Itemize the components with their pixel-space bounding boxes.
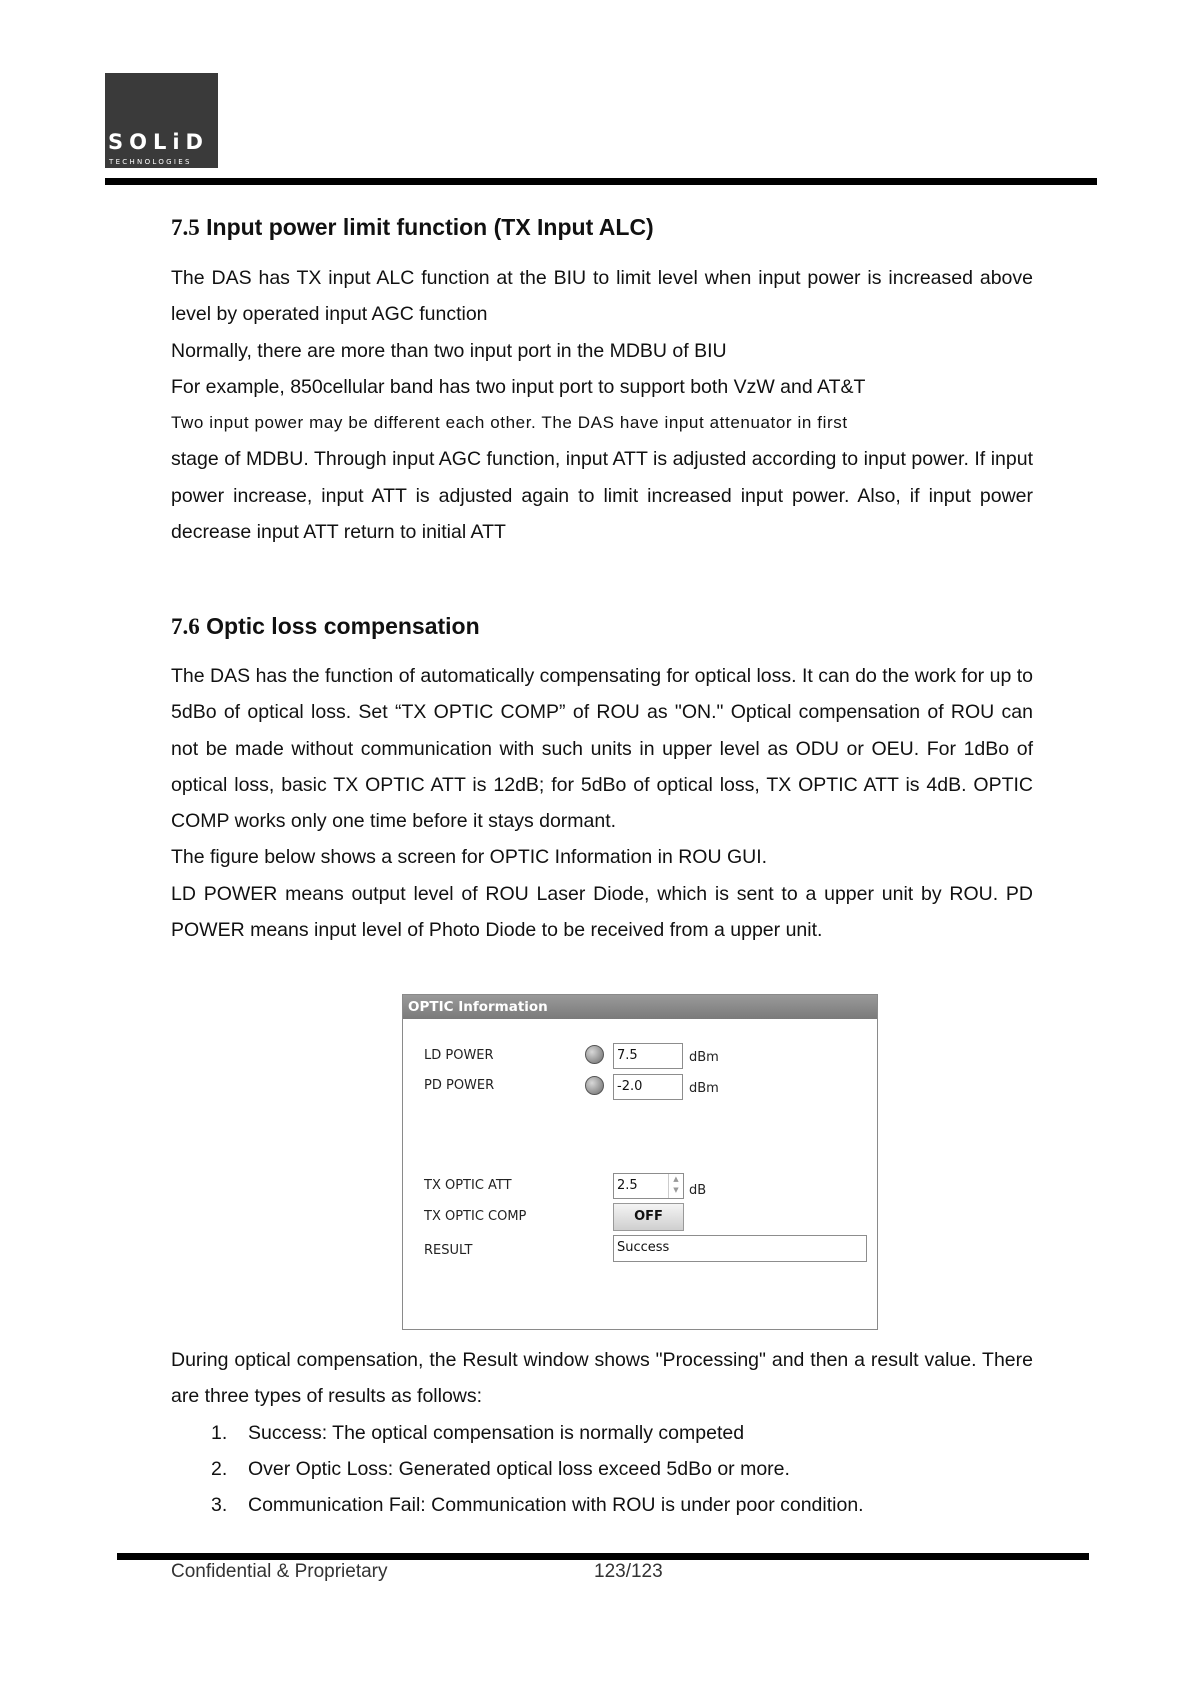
results-list: [171, 1415, 1033, 1524]
company-logo: [105, 73, 218, 168]
list-item-number: 1.: [211, 1421, 228, 1444]
list-item-number: 2.: [211, 1457, 228, 1480]
section-heading: [171, 214, 1033, 241]
tx-optic-comp-label: TX OPTIC COMP: [424, 1209, 527, 1224]
pd-status-led-icon: [585, 1076, 604, 1095]
paragraph: Two input power may be different each other. The DAS have input attenuator in first: [171, 413, 848, 433]
list-item-text: Over Optic Loss: Generated optical loss exceed 5dBo or more.: [248, 1457, 790, 1480]
list-item: [171, 1415, 1033, 1451]
spinner-arrows-icon[interactable]: ▲ ▼: [668, 1174, 683, 1198]
tx-optic-att-spinner[interactable]: [613, 1173, 684, 1199]
paragraph: stage of MDBU. Through input AGC function, input ATT is adjusted according to input power. If input power increase, input ATT is adjusted again to limit increased input power. Also, if input power decrease input ATT return to initial ATT: [171, 448, 1033, 544]
tx-optic-att-unit: dB: [689, 1183, 707, 1198]
footer-rule: [117, 1553, 1089, 1560]
list-item-text: Success: The optical compensation is normally competed: [248, 1421, 745, 1444]
list-item-text: Communication Fail: Communication with ROU is under poor condition.: [248, 1494, 864, 1517]
ld-status-led-icon: [585, 1045, 604, 1064]
paragraph: The DAS has the function of automatically compensating for optical loss. It can do the work for up to 5dBo of optical loss. Set “TX OPTIC COMP” of ROU as "ON." Optical compensation of ROU can not be made without communication with such units in upper level as ODU or OEU. For 1dBo of optical loss, basic TX OPTIC ATT is 12dB; for 5dBo of optical loss, TX OPTIC ATT is 4dB. OPTIC COMP works only one time before it stays dormant.: [171, 665, 1033, 833]
section-heading: [171, 613, 1033, 640]
paragraph: The figure below shows a screen for OPTIC Information in ROU GUI.: [171, 846, 768, 869]
optic-information-panel: [402, 994, 878, 1330]
result-label: RESULT: [424, 1243, 473, 1258]
ld-power-label: LD POWER: [424, 1048, 494, 1063]
ld-power-unit: dBm: [689, 1050, 719, 1065]
tx-optic-comp-toggle-button[interactable]: OFF: [613, 1203, 684, 1231]
ld-power-field: 7.5: [613, 1043, 683, 1069]
tx-optic-att-label: TX OPTIC ATT: [424, 1178, 512, 1193]
section-7-6-results: [171, 1342, 1033, 1523]
footer-page-number: 123/123: [594, 1561, 663, 1582]
paragraph: LD POWER means output level of ROU Laser Diode, which is sent to a upper unit by ROU. PD POWER means input level of Photo Diode to be received from a upper unit.: [171, 882, 1033, 942]
list-item: [171, 1451, 1033, 1487]
section-7-6-body: [171, 658, 1033, 948]
paragraph: During optical compensation, the Result window shows "Processing" and then a result value. There are three types of results as follows:: [171, 1349, 1033, 1408]
section-7-5: [171, 214, 1033, 241]
section-7-6: [171, 613, 1033, 640]
paragraph: The DAS has TX input ALC function at the BIU to limit level when input power is increased above level by operated input AGC function: [171, 267, 1033, 326]
panel-title: OPTIC Information: [403, 995, 877, 1019]
list-item-number: 3.: [211, 1494, 228, 1517]
pd-power-field: -2.0: [613, 1074, 683, 1100]
pd-power-unit: dBm: [689, 1081, 719, 1096]
paragraph: Normally, there are more than two input port in the MDBU of BIU: [171, 339, 727, 362]
logo-name: SOLiD: [108, 130, 209, 154]
list-item: [171, 1487, 1033, 1523]
tx-optic-att-value: 2.5: [617, 1178, 638, 1193]
section-7-5-body: [171, 260, 1033, 550]
section-number: 7.5: [171, 215, 200, 240]
result-field: Success: [613, 1235, 867, 1262]
section-number: 7.6: [171, 614, 200, 639]
footer-confidential: Confidential & Proprietary: [171, 1561, 388, 1582]
logo-subtitle: TECHNOLOGIES: [109, 158, 192, 166]
paragraph: For example, 850cellular band has two input port to support both VzW and AT&T: [171, 375, 866, 398]
section-title: Input power limit function (TX Input ALC): [206, 214, 654, 240]
pd-power-label: PD POWER: [424, 1078, 495, 1093]
section-title: Optic loss compensation: [206, 613, 480, 639]
header-rule: [105, 178, 1097, 185]
